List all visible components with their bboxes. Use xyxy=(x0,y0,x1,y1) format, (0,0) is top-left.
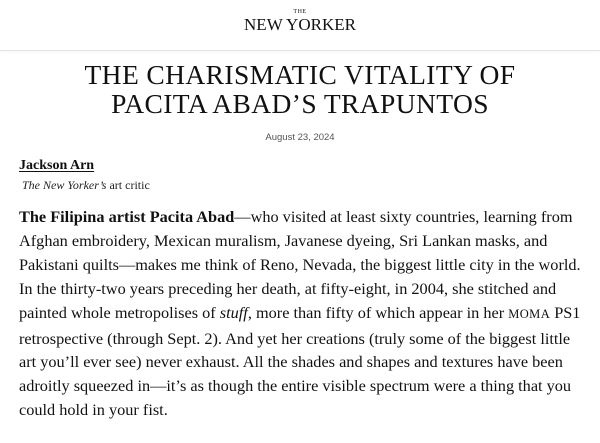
author-link[interactable]: Jackson Arn xyxy=(19,158,95,173)
new-yorker-logo[interactable]: NEW YORKER xyxy=(244,15,356,34)
author-role-publication: The New Yorker’s xyxy=(22,178,107,192)
site-masthead xyxy=(0,0,600,51)
lede-text: The Filipina artist Pacita Abad xyxy=(19,207,235,226)
article-body-paragraph xyxy=(19,205,584,422)
body-italic-word: stuff xyxy=(219,302,248,322)
publish-date: August 23, 2024 xyxy=(265,132,335,143)
author-role-title: art critic xyxy=(106,178,150,192)
byline xyxy=(19,156,150,193)
body-text-part-2: , more than fifty of which appear in her xyxy=(247,302,509,322)
body-text-part-3: PS1 retrospective (through Sept. 2). And yet her creations (truly some of the biggest little art you’ll ever see) never exhaust. All the shades and shapes and textures have been adroitly squeezed in—it’s as though the entire visible spectrum were a thing that you could hold in your fist. xyxy=(19,302,581,420)
body-text-part-1: —who visited at least sixty countries, learning from Afghan embroidery, Mexican muralism, Javanese dyeing, Sri Lankan masks, and Pakistani quilts—makes me think of Reno, Nevada, the biggest little city in the world. In the thirty-two years preceding her death, at fifty-eight, in 2004, she stitched and painted whole metropolises of xyxy=(19,207,581,322)
moma-small-caps: MOMA xyxy=(508,306,551,321)
article-headline: THE CHARISMATIC VITALITY OF PACITA ABAD’S TRAPUNTOS xyxy=(84,59,516,119)
logo-the-text: THE xyxy=(293,9,307,15)
author-role xyxy=(22,177,150,193)
